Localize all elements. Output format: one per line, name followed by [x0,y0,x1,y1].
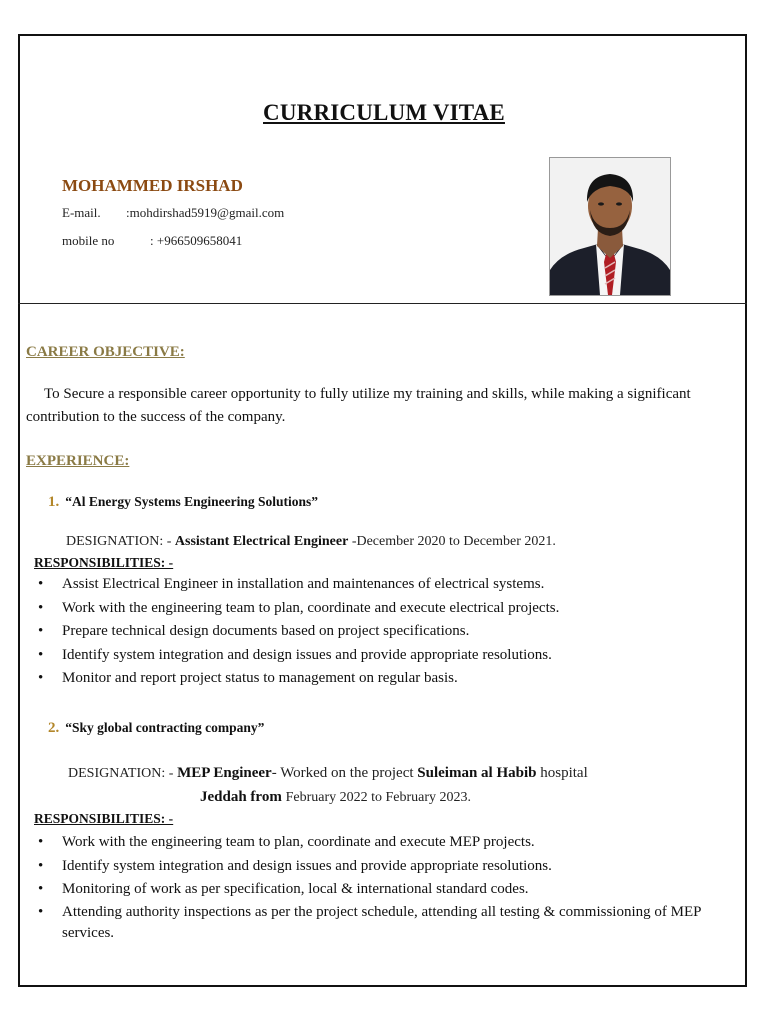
job-2-dates: February 2022 to February 2023. [285,790,472,805]
list-item-text: Work with the engineering team to plan, coordinate and execute MEP projects. [62,834,535,850]
bullet-icon: • [38,903,44,920]
list-item [34,878,734,902]
list-item-text: Prepare technical design documents based on project specifications. [62,623,470,639]
email-label: E-mail. [62,205,101,220]
list-item [34,855,734,879]
job-1-company-name: “Al Energy Systems Engineering Solutions” [65,494,319,509]
list-item [34,667,734,691]
job-2-designation [68,765,588,782]
job-2-designation-label: DESIGNATION: - [68,766,174,781]
list-item [34,620,734,644]
list-item-text: Attending authority inspections as per the project schedule, attending all testing & commissioning of MEP services. [62,903,701,941]
bullet-icon: • [38,623,44,639]
job-2-project-intro: - Worked on the project [271,765,414,781]
email-value: :mohdirshad5919@gmail.com [126,205,285,220]
bullet-icon: • [38,881,44,897]
job-1-responsibilities-heading: RESPONSIBILITIES: - [34,555,174,570]
list-item-text: Work with the engineering team to plan, coordinate and execute electrical projects. [62,599,560,616]
experience-heading: EXPERIENCE: [26,453,130,469]
job-1-designation-label: DESIGNATION: - [66,534,172,549]
bullet-icon: • [38,834,44,850]
job-2-project-suffix: hospital [540,765,588,781]
bullet-icon: • [38,576,44,592]
mobile-label: mobile no [62,233,115,248]
job-1-role: Assistant Electrical Engineer [174,534,349,549]
job-2-location: Jeddah from [200,789,282,805]
job-1-designation [66,534,556,550]
job-2-number: 2. [48,720,60,736]
job-1-responsibilities-list [34,573,734,691]
list-item [34,644,734,668]
portrait-icon [550,158,670,295]
header-divider [18,303,747,304]
list-item [34,831,734,855]
career-objective-text: To Secure a responsible career opportunity to fully utilize my training and skills, while making a significant contribution to the success of the company. [26,386,691,425]
job-2-responsibilities-heading: RESPONSIBILITIES: - [34,811,174,826]
job-1-company [48,494,318,511]
career-objective-heading: CAREER OBJECTIVE: [26,344,185,360]
list-item [34,597,734,621]
bullet-icon: • [38,599,44,616]
list-item-text: Monitoring of work as per specification, local & international standard codes. [62,881,529,897]
bullet-icon: • [38,670,44,686]
mobile-line [62,233,242,249]
document-title: CURRICULUM VITAE [263,100,505,125]
email-line [62,205,284,221]
list-item-text: Assist Electrical Engineer in installation and maintenances of electrical systems. [62,576,545,592]
list-item-text: Monitor and report project status to management on regular basis. [62,670,458,686]
mobile-value: : +966509658041 [150,233,243,248]
job-2-company-name: “Sky global contracting company” [65,720,265,735]
list-item [34,902,734,944]
list-item [34,573,734,597]
bullet-icon: • [38,646,44,663]
list-item-text: Identify system integration and design issues and provide appropriate resolutions. [62,857,552,874]
job-2-company [48,720,264,737]
portrait-photo [549,157,671,296]
list-item-text: Identify system integration and design issues and provide appropriate resolutions. [62,646,552,663]
applicant-name: MOHAMMED IRSHAD [62,176,243,195]
job-1-number: 1. [48,494,60,510]
job-1-dates: -December 2020 to December 2021. [351,534,556,549]
job-2-responsibilities-list [34,831,734,944]
job-2-role: MEP Engineer [177,765,272,781]
job-2-designation-line2 [200,789,471,806]
bullet-icon: • [38,857,44,874]
job-2-project-name: Suleiman al Habib [417,765,537,781]
